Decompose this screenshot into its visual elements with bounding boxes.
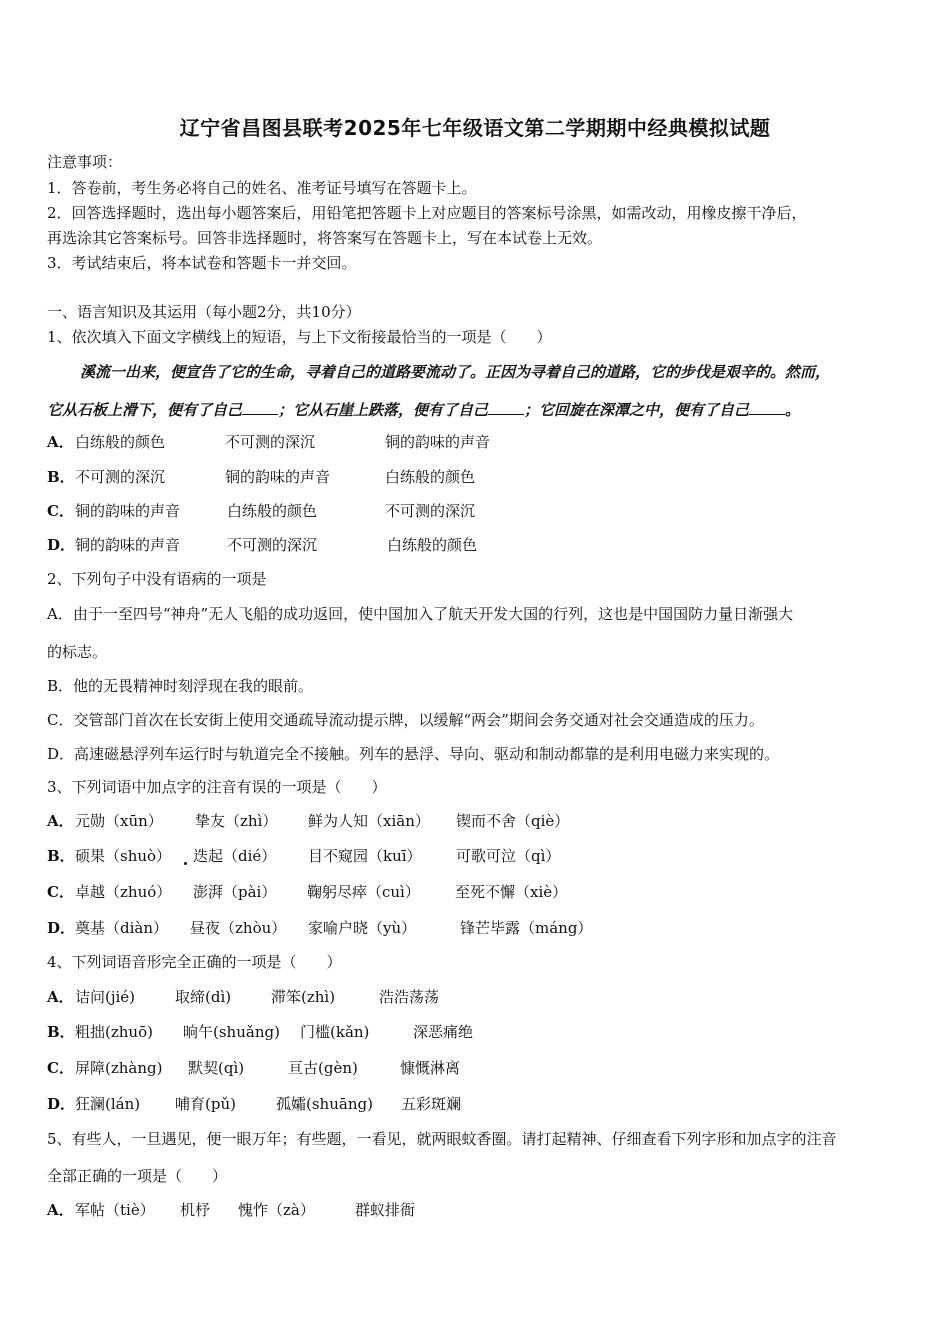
option-label: A． — [47, 988, 74, 1006]
question-1-stem: 1、依次填入下面文字横线上的短语，与上下文衔接最恰当的一项是（ ） — [47, 328, 552, 346]
option-part: 狂澜(lán) — [75, 1095, 141, 1113]
option-part: 锲而不舍（qiè） — [456, 812, 570, 830]
option-part: 不可测的深沉 — [225, 433, 316, 451]
option-label: A． — [47, 1201, 74, 1219]
question-2-stem: 2、下列句子中没有语病的一项是 — [47, 570, 267, 588]
question-2-option-a-cont: 的标志。 — [47, 643, 108, 661]
blank-line — [488, 400, 524, 415]
option-part: 鞠躬尽瘁（cuì） — [307, 883, 420, 901]
question-3-option-d[interactable] — [47, 918, 592, 938]
question-5-stem: 5、有些人，一旦遇见，便一眼万年；有些题，一看见，就两眼蚊香圈。请打起精神、仔细查看下列字形和加点字的注音 — [47, 1130, 837, 1148]
option-label: B． — [47, 1023, 75, 1041]
option-label: A． — [47, 812, 74, 830]
option-part: 鲜为人知（xiān） — [308, 812, 430, 830]
option-part: 至死不懈（xiè） — [455, 883, 568, 901]
option-part: 白练般的颜色 — [75, 433, 166, 451]
option-part: 默契(qì) — [188, 1059, 245, 1077]
question-1-passage: 溪流一出来，便宣告了它的生命，寻着自己的道路要流动了。正因为寻着自己的道路，它的步伐是艰辛的。然而， — [80, 363, 831, 381]
question-4-option-d[interactable] — [47, 1094, 461, 1114]
question-4-option-b[interactable] — [47, 1022, 473, 1042]
option-label: D． — [47, 1095, 76, 1113]
question-1-option-d[interactable] — [47, 535, 477, 555]
option-part: 澎湃（pài） — [193, 883, 277, 901]
option-part: 铜的韵味的声音 — [75, 536, 181, 554]
option-part: 愧怍（zà） — [238, 1201, 315, 1219]
option-label: B． — [47, 468, 75, 486]
blank-line — [242, 400, 278, 415]
option-part: 白练般的颜色 — [227, 502, 318, 520]
option-label: C． — [47, 1059, 74, 1077]
passage-part: ；它从石崖上跌落，便有了自己 — [278, 401, 489, 419]
option-part: 门槛(kǎn) — [300, 1023, 370, 1041]
option-part: 慷慨淋离 — [400, 1059, 461, 1077]
question-2-option-a[interactable]: A．由于一至四号“神舟”无人飞船的成功返回，使中国加入了航天开发大国的行列，这也是中国国防力量日渐强大 — [47, 605, 794, 623]
question-2-option-d[interactable]: D．高速磁悬浮列车运行时与轨道完全不接触。列车的悬浮、导向、驱动和制动都靠的是利用电磁力来实现的。 — [47, 745, 780, 763]
notice-item: 1．答卷前，考生务必将自己的姓名、准考证号填写在答题卡上。 — [47, 179, 477, 197]
option-part: 滞笨(zhì) — [271, 988, 336, 1006]
option-part: 浩浩荡荡 — [379, 988, 440, 1006]
passage-part: ；它回旋在深潭之中，便有了自己 — [524, 401, 750, 419]
question-4-option-a[interactable] — [47, 987, 439, 1007]
option-part: 目不窥园（kuī） — [308, 847, 422, 865]
option-part: 五彩斑斓 — [401, 1095, 462, 1113]
option-part: 不可测的深沉 — [227, 536, 318, 554]
page-title: 辽宁省昌图县联考2025年七年级语文第二学期期中经典模拟试题 — [179, 116, 771, 140]
option-part: 屏障(zhàng) — [75, 1059, 163, 1077]
question-5-stem-cont: 全部正确的一项是（ ） — [47, 1167, 228, 1185]
question-4-stem: 4、下列词语音形完全正确的一项是（ ） — [47, 953, 342, 971]
question-3-option-b[interactable] — [47, 846, 560, 866]
option-part: 白练般的颜色 — [387, 536, 478, 554]
option-part: 铜的韵味的声音 — [225, 468, 331, 486]
notice-heading: 注意事项： — [47, 153, 123, 171]
notice-item: 2．回答选择题时，选出每小题答案后，用铅笔把答题卡上对应题目的答案标号涂黑，如需改动，用橡皮擦干净后， — [47, 204, 807, 222]
option-part: 白练般的颜色 — [385, 468, 476, 486]
blank-line — [749, 400, 785, 415]
question-1-passage-cont — [47, 400, 800, 420]
question-3-stem: 3、下列词语中加点字的注音有误的一项是（ ） — [47, 778, 387, 796]
option-part: 取缔(dì) — [175, 988, 232, 1006]
option-part: 群蚁排衙 — [355, 1201, 416, 1219]
notice-item: 再选涂其它答案标号。回答非选择题时，将答案写在答题卡上，写在本试卷上无效。 — [47, 229, 603, 247]
option-part: 硕果（shuò） — [75, 847, 172, 865]
question-1-option-c[interactable] — [47, 501, 475, 521]
option-label: C． — [47, 502, 74, 520]
question-5-option-a[interactable] — [47, 1200, 415, 1220]
option-part: 粗拙(zhuō) — [75, 1023, 153, 1041]
option-label: A． — [47, 433, 74, 451]
option-part: 奠基（diàn） — [75, 919, 169, 937]
option-part: 迭起（dié） — [193, 847, 277, 865]
option-part: 铜的韵味的声音 — [385, 433, 491, 451]
question-4-option-c[interactable] — [47, 1058, 460, 1078]
passage-part: 它从石板上滑下，便有了自己 — [47, 401, 243, 419]
option-part: 亘古(gèn) — [288, 1059, 358, 1077]
section-heading: 一、语言知识及其运用（每小题2分，共10分） — [47, 303, 361, 321]
option-part: 家喻户晓（yù） — [308, 919, 417, 937]
option-label: B． — [47, 847, 75, 865]
option-part: 铜的韵味的声音 — [75, 502, 181, 520]
option-label: D． — [47, 536, 76, 554]
question-3-option-c[interactable] — [47, 882, 567, 902]
option-part: 军帖（tiè） — [75, 1201, 155, 1219]
question-2-option-b[interactable]: B．他的无畏精神时刻浮现在我的眼前。 — [47, 677, 314, 695]
question-3-option-a[interactable] — [47, 811, 569, 831]
option-label: C． — [47, 883, 74, 901]
passage-part: 。 — [785, 401, 801, 419]
option-part: 挚友（zhì） — [195, 812, 278, 830]
question-2-option-c[interactable]: C．交管部门首次在长安街上使用交通疏导流动提示牌，以缓解“两会”期间会务交通对社会交通造成的压力。 — [47, 711, 764, 729]
option-part: 深恶痛绝 — [413, 1023, 474, 1041]
question-1-option-a[interactable] — [47, 432, 490, 452]
option-part: 锋芒毕露（máng） — [460, 919, 593, 937]
option-part: 可歌可泣（qì） — [456, 847, 561, 865]
option-part: 诘问(jié) — [75, 988, 136, 1006]
option-part: 卓越（zhuó） — [75, 883, 172, 901]
notice-item: 3．考试结束后，将本试卷和答题卡一并交回。 — [47, 254, 357, 272]
question-1-option-b[interactable] — [47, 467, 475, 487]
emphasis-dot — [184, 862, 187, 865]
option-part: 晌午(shuǎng) — [183, 1023, 280, 1041]
option-part: 不可测的深沉 — [385, 502, 476, 520]
option-part: 不可测的深沉 — [75, 468, 166, 486]
option-part: 孤孀(shuāng) — [276, 1095, 373, 1113]
option-part: 昼夜（zhòu） — [190, 919, 287, 937]
option-part: 元勋（xūn） — [75, 812, 163, 830]
option-part: 哺育(pǔ) — [175, 1095, 236, 1113]
option-label: D． — [47, 919, 76, 937]
option-part: 机杼 — [180, 1201, 211, 1219]
